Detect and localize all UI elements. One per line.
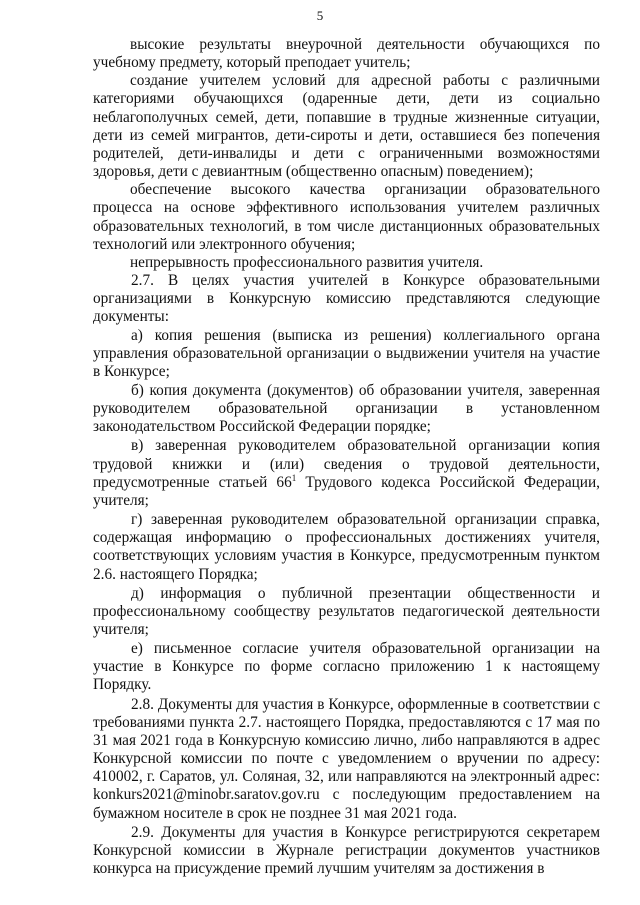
- paragraph-item-g: г) заверенная руководителем образовательной организации справка, содержащая информацию о профессиональных достижениях учителя, соответствующих условиям участия в Конкурсе, предусмотренным пунктом 2.6. настоящего Порядка;: [93, 511, 600, 583]
- paragraph-item-a: а) копия решения (выписка из решения) коллегиального органа управления образовательной организации о выдвижении учителя на участие в Конкурсе;: [93, 326, 600, 380]
- paragraph-professional-development: непрерывность профессионального развития учителя.: [130, 253, 484, 271]
- superscript-1: 1: [291, 472, 297, 483]
- paragraph-clause-2-8: 2.8. Документы для участия в Конкурсе, оформленные в соответствии с требованиями пункта 2.7. настоящего Порядка, предоставляются с 17 мая по 31 мая 2021 года в Конкурсную комиссию лично, либо направляются в адрес Конкурсной комиссии по почте с уведомлением о вручении по адресу: 410002, г. Саратов, ул. Соляная, 32, или направляются на электронный адрес: konkurs2021@minobr.saratov.gov.ru с последующим предоставлением на бумажном носителе в срок не позднее 31 мая 2021 года.: [93, 695, 600, 822]
- paragraph-item-b: б) копия документа (документов) об образовании учителя, заверенная руководителем образовательной организации в установленном законодательством Российской Федерации порядке;: [93, 381, 600, 436]
- paragraph-item-v-text: в) заверенная руководителем образовательной организации копия трудовой книжки и (или) сведения о трудовой деятельности, предусмотренные статьей 66: [93, 437, 600, 491]
- paragraph-item-d: д) информация о публичной презентации общественности и профессиональному сообществу результатов педагогической деятельности учителя;: [93, 584, 600, 638]
- paragraph-clause-2-7: 2.7. В целях участия учителей в Конкурсе образовательными организациями в Конкурсную комиссию представляются следующие документы:: [93, 272, 600, 326]
- document-text: [93, 36, 600, 878]
- paragraph-item-e: е) письменное согласие учителя образовательной организации на участие в Конкурсе по форме согласно приложению 1 к настоящему Порядку.: [93, 640, 600, 694]
- paragraph-item-v-text-end: Трудового кодекса Российской Федерации, учителя;: [93, 473, 601, 509]
- paragraph-targeted-work: создание учителем условий для адресной работы с различными категориями обучающихся (одаренные дети, дети из социально неблагополучных семей, дети, попавшие в трудные жизненные ситуации, дети из семей мигрантов, дети-сироты и дети, оставшиеся без попечения родителей, дети-инвалиды и дети с ограниченными возможностями здоровья, дети с девиантным (общественно опасным) поведением);: [93, 72, 600, 181]
- paragraph-clause-2-9: 2.9. Документы для участия в Конкурсе регистрируются секретарем Конкурсной комиссии в Журнале регистрации документов участников конкурса на присуждение премий лучшим учителям за достижения в: [93, 823, 600, 878]
- paragraph-educational-process: обеспечение высокого качества организации образовательного процесса на основе эффективного использования учителем различных образовательных технологий, в том числе дистанционных образовательных технологий или электронного обучения;: [93, 181, 600, 253]
- page-number: 5: [316, 8, 324, 23]
- paragraph-item-v: [93, 437, 600, 510]
- paragraph-extracurricular-results: высокие результаты внеурочной деятельности обучающихся по учебному предмету, который преподает учитель;: [93, 36, 600, 72]
